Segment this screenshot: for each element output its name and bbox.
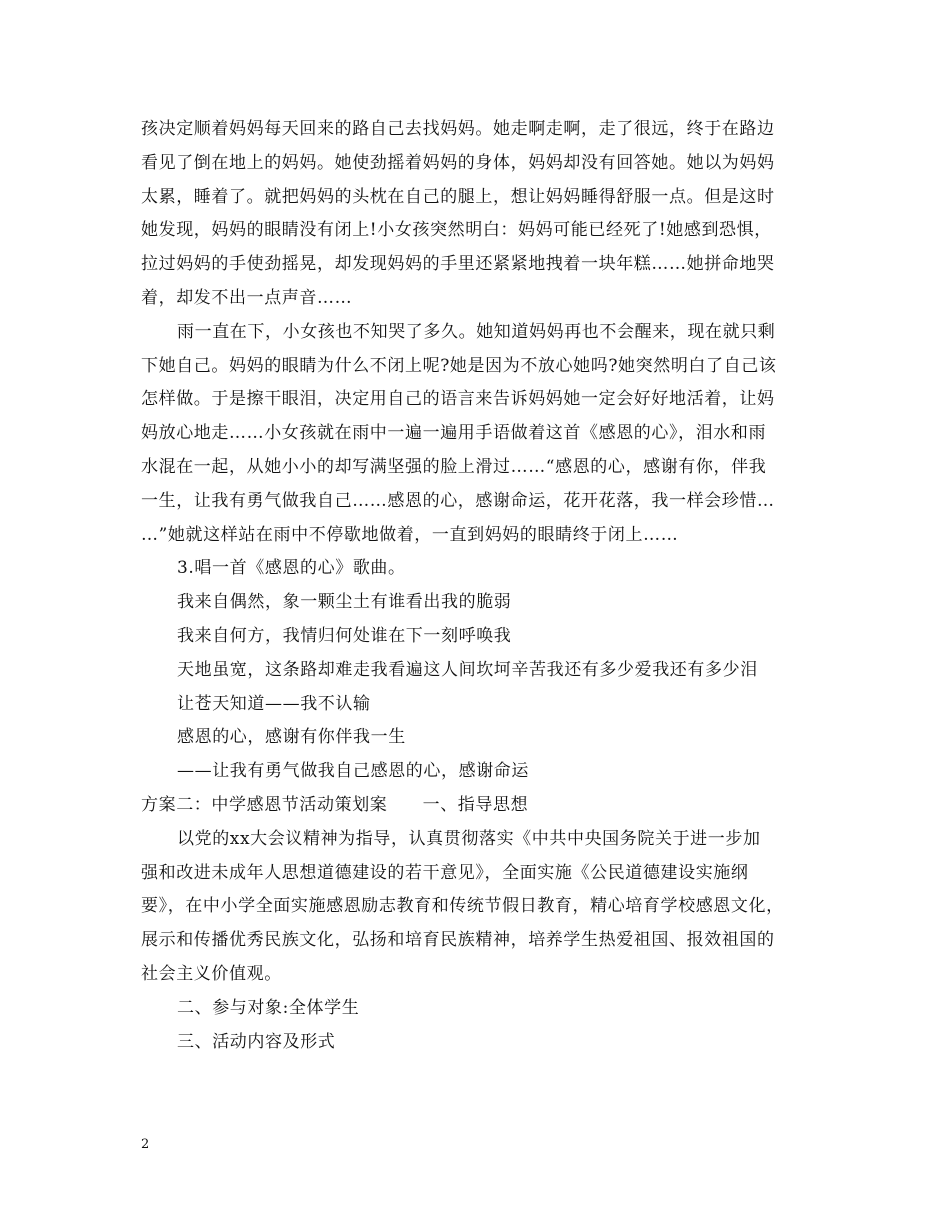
text-line: 下她自己。妈妈的眼睛为什么不闭上呢?她是因为不放心她吗?她突然明白了自己该: [141, 355, 777, 376]
text-line: 太累，睡着了。就把妈妈的头枕在自己的腿上，想让妈妈睡得舒服一点。但是这时: [141, 186, 775, 207]
text-line: 水混在一起，从她小小的却写满坚强的脸上滑过……“感恩的心，感谢有你，伴我: [141, 456, 767, 477]
text-line: 我来自何方，我情归何处谁在下一刻呼唤我: [177, 625, 512, 646]
text-line: 方案二：中学感恩节活动策划案 一、指导思想: [141, 794, 529, 815]
text-line: 展示和传播优秀民族文化，弘扬和培育民族精神，培养学生热爱祖国、报效祖国的: [141, 930, 775, 951]
text-line: 二、参与对象:全体学生: [177, 997, 360, 1018]
text-line: 社会主义价值观。: [141, 963, 282, 984]
text-line: 天地虽宽，这条路却难走我看遍这人间坎坷辛苦我还有多少爱我还有多少泪: [177, 659, 758, 680]
text-line: 以党的xx大会议精神为指导，认真贯彻落实《中共中央国务院关于进一步加: [177, 828, 761, 849]
text-line: 让苍天知道——我不认输: [177, 693, 371, 714]
text-line: 强和改进未成年人思想道德建设的若干意见》，全面实施《公民道德建设实施纲: [141, 862, 749, 883]
text-line: 怎样做。于是擦干眼泪，决定用自己的语言来告诉妈妈她一定会好好地活着，让妈: [141, 389, 775, 410]
text-line: 妈放心地走……小女孩就在雨中一遍一遍用手语做着这首《感恩的心》，泪水和雨: [141, 423, 767, 444]
text-line: 要》，在中小学全面实施感恩励志教育和传统节假日教育，精心培育学校感恩文化，: [141, 896, 784, 917]
text-line: 感恩的心，感谢有你伴我一生: [177, 727, 406, 748]
text-line: 我来自偶然，象一颗尘土有谁看出我的脆弱: [177, 592, 512, 613]
text-line: 一生，让我有勇气做我自己……感恩的心，感谢命运，花开花落，我一样会珍惜…: [141, 490, 775, 511]
text-line: 雨一直在下，小女孩也不知哭了多久。她知道妈妈再也不会醒来，现在就只剩: [177, 321, 776, 342]
text-line: 三、活动内容及形式: [177, 1031, 336, 1052]
text-line: 3.唱一首《感恩的心》歌曲。: [177, 558, 406, 579]
text-line: 孩决定顺着妈妈每天回来的路自己去找妈妈。她走啊走啊，走了很远，终于在路边: [141, 119, 775, 139]
text-line: ——让我有勇气做我自己感恩的心，感谢命运: [177, 761, 529, 782]
text-line: 她发现，妈妈的眼睛没有闭上!小女孩突然明白：妈妈可能已经死了!她感到恐惧，: [141, 220, 772, 241]
document-body: [141, 113, 821, 1059]
text-line: 拉过妈妈的手使劲摇晃，却发现妈妈的手里还紧紧地拽着一块年糕……她拼命地哭: [141, 254, 775, 275]
text-line: …”她就这样站在雨中不停歇地做着，一直到妈妈的眼睛终于闭上……: [141, 524, 679, 545]
text-line: 看见了倒在地上的妈妈。她使劲摇着妈妈的身体，妈妈却没有回答她。她以为妈妈: [141, 152, 775, 173]
text-line: 着，却发不出一点声音……: [141, 287, 353, 308]
page-number: 2: [141, 1137, 150, 1152]
